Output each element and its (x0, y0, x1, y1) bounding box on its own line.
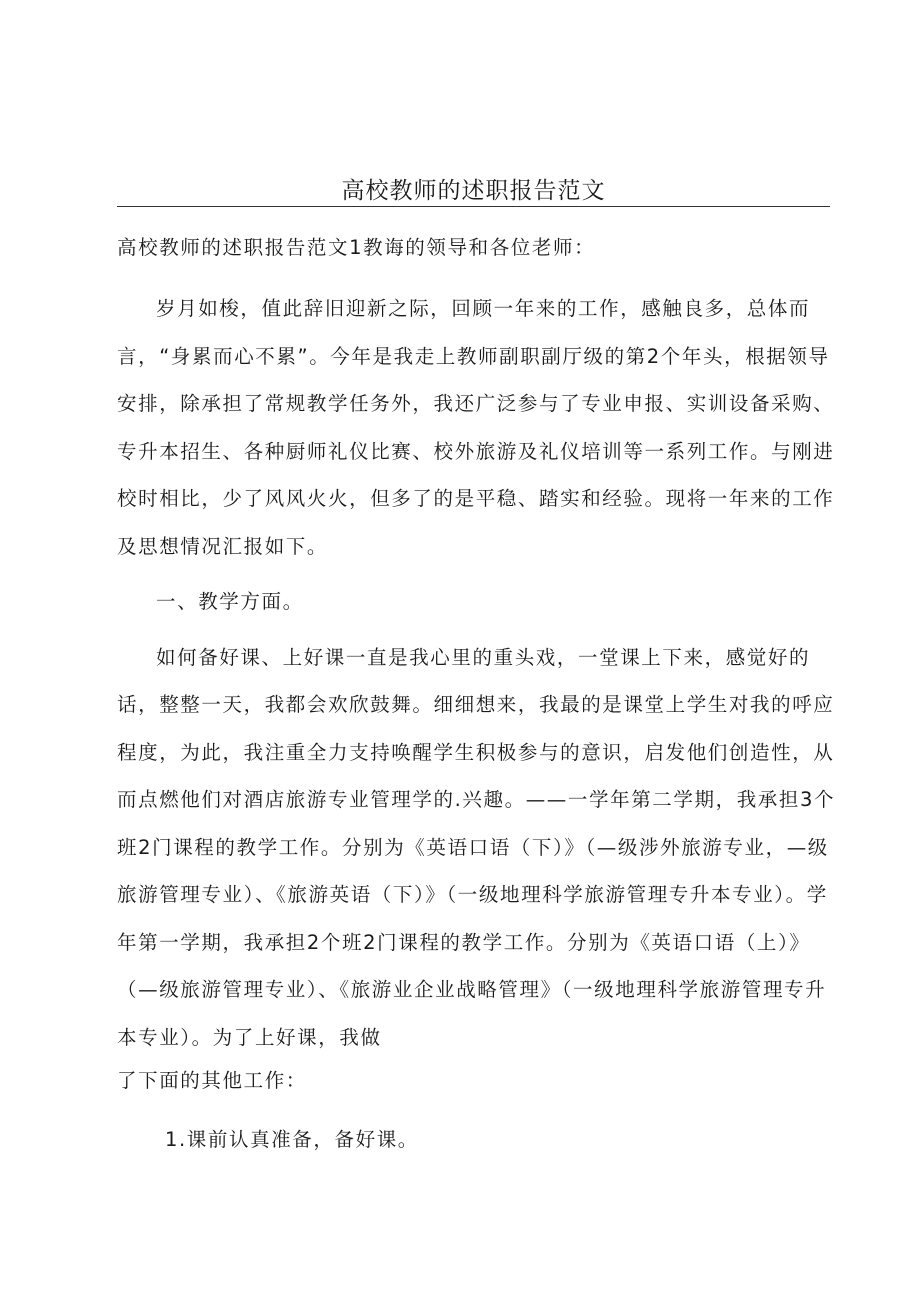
document-body (117, 228, 837, 1160)
document-title: 高校教师的述职报告范文 (341, 178, 606, 204)
section-heading-teaching: 一、教学方面。 (156, 590, 304, 613)
teaching-paragraph-tail: 了下面的其他工作： (117, 1069, 307, 1092)
list-item-1: 1.课前认真准备，备好课。 (165, 1128, 419, 1151)
intro-line: 高校教师的述职报告范文1教诲的领导和各位老师： (117, 236, 596, 259)
title-underline (117, 206, 830, 207)
opening-paragraph: 岁月如梭，值此辞旧迎新之际，回顾一年来的工作，感触良多，总体而言，“身累而心不累”。今年是我走上教师副职副厅级的第2个年头，根据领导安排，除承担了常规教学任务外，我还广泛参与了专业申报、实训设备采购、专升本招生、各种厨师礼仪比赛、校外旅游及礼仪培训等一系列工作。与刚进校时相比，少了风风火火，但多了的是平稳、踏实和经验。现将一年来的工作及思想情况汇报如下。 (117, 297, 835, 558)
teaching-paragraph: 如何备好课、上好课一直是我心里的重头戏，一堂课上下来，感觉好的话，整整一天，我都会欢欣鼓舞。细细想来，我最的是课堂上学生对我的呼应程度，为此，我注重全力支持唤醒学生积极参与的意识，启发他们创造性，从而点燃他们对酒店旅游专业管理学的.兴趣。——一学年第二学期，我承担3个班2门课程的教学工作。分别为《英语口语（下）》（—级涉外旅游专业，—级旅游管理专业）、《旅游英语（下）》（一级地理科学旅游管理专升本专业）。学年第一学期，我承担2个班2门课程的教学工作。分别为《英语口语（上）》（—级旅游管理专业）、《旅游业企业战略管理》（一级地理科学旅游管理专升本专业）。为了上好课，我做 (117, 645, 836, 1049)
